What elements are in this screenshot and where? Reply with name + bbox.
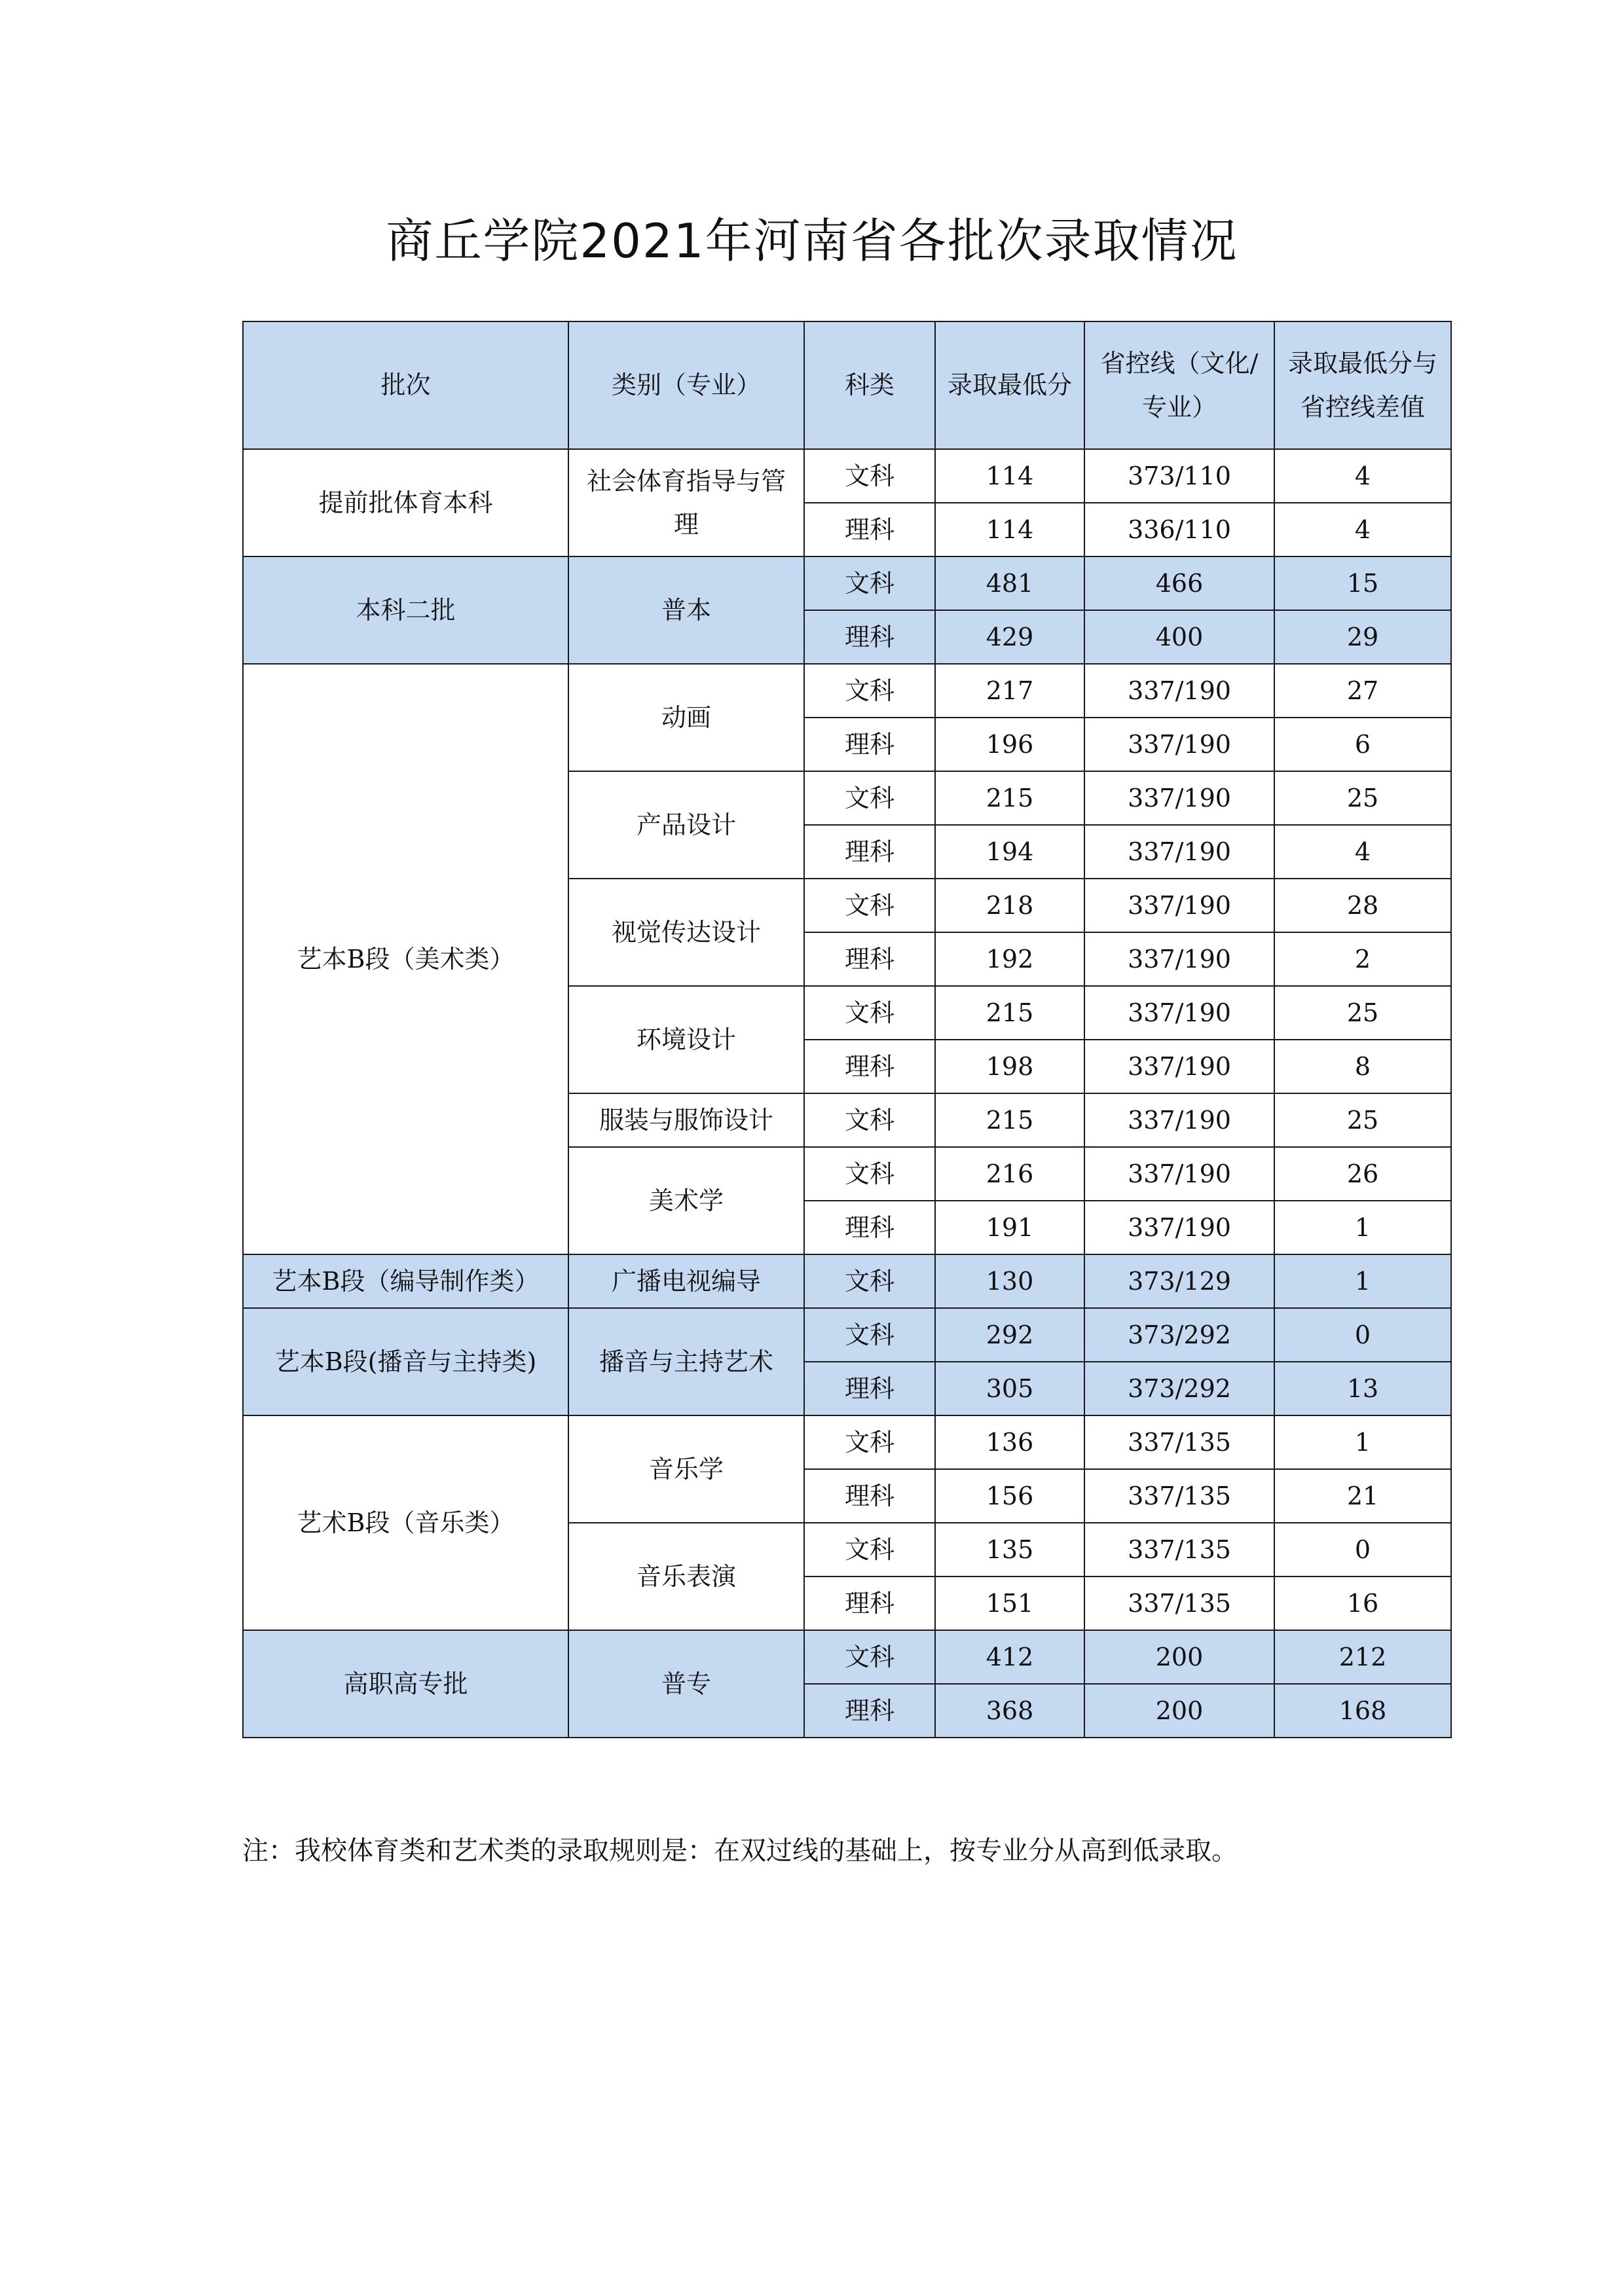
min-score-cell: 215 bbox=[935, 771, 1084, 825]
min-score-cell: 198 bbox=[935, 1040, 1084, 1093]
table-row bbox=[243, 1308, 1451, 1362]
subject-cell: 理科 bbox=[804, 718, 935, 771]
header-batch: 批次 bbox=[243, 321, 568, 449]
control-line-cell: 200 bbox=[1084, 1684, 1274, 1738]
control-line-cell: 337/135 bbox=[1084, 1415, 1274, 1469]
difference-cell: 25 bbox=[1274, 986, 1451, 1040]
min-score-cell: 136 bbox=[935, 1415, 1084, 1469]
page-title: 商丘学院2021年河南省各批次录取情况 bbox=[386, 213, 1238, 268]
control-line-cell: 466 bbox=[1084, 556, 1274, 610]
category-cell: 服装与服饰设计 bbox=[568, 1093, 804, 1147]
subject-cell: 文科 bbox=[804, 1147, 935, 1201]
min-score-cell: 151 bbox=[935, 1576, 1084, 1630]
subject-cell: 理科 bbox=[804, 1469, 935, 1523]
control-line-cell: 337/135 bbox=[1084, 1576, 1274, 1630]
control-line-cell: 337/190 bbox=[1084, 718, 1274, 771]
subject-cell: 理科 bbox=[804, 610, 935, 664]
subject-cell: 文科 bbox=[804, 1308, 935, 1362]
subject-cell: 理科 bbox=[804, 1201, 935, 1254]
table-row bbox=[243, 1254, 1451, 1308]
subject-cell: 文科 bbox=[804, 1254, 935, 1308]
min-score-cell: 217 bbox=[935, 664, 1084, 718]
subject-cell: 文科 bbox=[804, 1630, 935, 1684]
difference-cell: 212 bbox=[1274, 1630, 1451, 1684]
control-line-cell: 337/135 bbox=[1084, 1523, 1274, 1576]
min-score-cell: 368 bbox=[935, 1684, 1084, 1738]
table-row bbox=[243, 1415, 1451, 1469]
header-category: 类别（专业） bbox=[568, 321, 804, 449]
category-cell: 普专 bbox=[568, 1630, 804, 1738]
min-score-cell: 412 bbox=[935, 1630, 1084, 1684]
batch-cell: 本科二批 bbox=[243, 556, 568, 664]
subject-cell: 文科 bbox=[804, 664, 935, 718]
difference-cell: 25 bbox=[1274, 771, 1451, 825]
control-line-cell: 337/190 bbox=[1084, 771, 1274, 825]
difference-cell: 28 bbox=[1274, 879, 1451, 932]
difference-cell: 4 bbox=[1274, 449, 1451, 503]
difference-cell: 29 bbox=[1274, 610, 1451, 664]
category-cell: 视觉传达设计 bbox=[568, 879, 804, 986]
category-cell: 广播电视编导 bbox=[568, 1254, 804, 1308]
category-cell: 播音与主持艺术 bbox=[568, 1308, 804, 1415]
control-line-cell: 373/292 bbox=[1084, 1362, 1274, 1415]
subject-cell: 文科 bbox=[804, 879, 935, 932]
control-line-cell: 373/129 bbox=[1084, 1254, 1274, 1308]
subject-cell: 理科 bbox=[804, 932, 935, 986]
batch-cell: 艺术B段（音乐类） bbox=[243, 1415, 568, 1630]
difference-cell: 0 bbox=[1274, 1308, 1451, 1362]
min-score-cell: 215 bbox=[935, 1093, 1084, 1147]
difference-cell: 4 bbox=[1274, 825, 1451, 879]
difference-cell: 26 bbox=[1274, 1147, 1451, 1201]
batch-cell: 高职高专批 bbox=[243, 1630, 568, 1738]
subject-cell: 理科 bbox=[804, 825, 935, 879]
subject-cell: 理科 bbox=[804, 1362, 935, 1415]
min-score-cell: 429 bbox=[935, 610, 1084, 664]
table-row bbox=[243, 449, 1451, 503]
subject-cell: 理科 bbox=[804, 1040, 935, 1093]
category-cell: 社会体育指导与管理 bbox=[568, 449, 804, 556]
subject-cell: 文科 bbox=[804, 556, 935, 610]
table-row bbox=[243, 664, 1451, 718]
difference-cell: 1 bbox=[1274, 1201, 1451, 1254]
table-header-row bbox=[243, 321, 1451, 449]
min-score-cell: 156 bbox=[935, 1469, 1084, 1523]
control-line-cell: 337/190 bbox=[1084, 1040, 1274, 1093]
min-score-cell: 192 bbox=[935, 932, 1084, 986]
control-line-cell: 337/190 bbox=[1084, 986, 1274, 1040]
control-line-cell: 337/190 bbox=[1084, 1201, 1274, 1254]
difference-cell: 25 bbox=[1274, 1093, 1451, 1147]
table-row bbox=[243, 1630, 1451, 1684]
difference-cell: 27 bbox=[1274, 664, 1451, 718]
subject-cell: 文科 bbox=[804, 1093, 935, 1147]
difference-cell: 6 bbox=[1274, 718, 1451, 771]
control-line-cell: 373/292 bbox=[1084, 1308, 1274, 1362]
difference-cell: 15 bbox=[1274, 556, 1451, 610]
control-line-cell: 337/190 bbox=[1084, 879, 1274, 932]
difference-cell: 16 bbox=[1274, 1576, 1451, 1630]
min-score-cell: 114 bbox=[935, 449, 1084, 503]
control-line-cell: 373/110 bbox=[1084, 449, 1274, 503]
control-line-cell: 337/135 bbox=[1084, 1469, 1274, 1523]
difference-cell: 1 bbox=[1274, 1415, 1451, 1469]
min-score-cell: 130 bbox=[935, 1254, 1084, 1308]
min-score-cell: 194 bbox=[935, 825, 1084, 879]
min-score-cell: 292 bbox=[935, 1308, 1084, 1362]
subject-cell: 理科 bbox=[804, 503, 935, 556]
subject-cell: 文科 bbox=[804, 449, 935, 503]
min-score-cell: 191 bbox=[935, 1201, 1084, 1254]
min-score-cell: 114 bbox=[935, 503, 1084, 556]
category-cell: 美术学 bbox=[568, 1147, 804, 1254]
difference-cell: 168 bbox=[1274, 1684, 1451, 1738]
subject-cell: 文科 bbox=[804, 1415, 935, 1469]
difference-cell: 8 bbox=[1274, 1040, 1451, 1093]
header-subject: 科类 bbox=[804, 321, 935, 449]
difference-cell: 1 bbox=[1274, 1254, 1451, 1308]
header-min-score: 录取最低分 bbox=[935, 321, 1084, 449]
header-control-line: 省控线（文化/专业） bbox=[1084, 321, 1274, 449]
control-line-cell: 337/190 bbox=[1084, 1147, 1274, 1201]
difference-cell: 0 bbox=[1274, 1523, 1451, 1576]
category-cell: 动画 bbox=[568, 664, 804, 771]
category-cell: 音乐表演 bbox=[568, 1523, 804, 1630]
min-score-cell: 216 bbox=[935, 1147, 1084, 1201]
subject-cell: 文科 bbox=[804, 771, 935, 825]
subject-cell: 理科 bbox=[804, 1684, 935, 1738]
batch-cell: 提前批体育本科 bbox=[243, 449, 568, 556]
min-score-cell: 305 bbox=[935, 1362, 1084, 1415]
control-line-cell: 337/190 bbox=[1084, 932, 1274, 986]
category-cell: 音乐学 bbox=[568, 1415, 804, 1523]
footnote: 注：我校体育类和艺术类的录取规则是：在双过线的基础上，按专业分从高到低录取。 bbox=[242, 1836, 1238, 1866]
category-cell: 产品设计 bbox=[568, 771, 804, 879]
control-line-cell: 337/190 bbox=[1084, 664, 1274, 718]
batch-cell: 艺本B段(播音与主持类) bbox=[243, 1308, 568, 1415]
control-line-cell: 336/110 bbox=[1084, 503, 1274, 556]
min-score-cell: 218 bbox=[935, 879, 1084, 932]
control-line-cell: 337/190 bbox=[1084, 1093, 1274, 1147]
difference-cell: 21 bbox=[1274, 1469, 1451, 1523]
control-line-cell: 200 bbox=[1084, 1630, 1274, 1684]
control-line-cell: 337/190 bbox=[1084, 825, 1274, 879]
category-cell: 普本 bbox=[568, 556, 804, 664]
min-score-cell: 135 bbox=[935, 1523, 1084, 1576]
difference-cell: 13 bbox=[1274, 1362, 1451, 1415]
admission-table bbox=[242, 321, 1452, 1738]
min-score-cell: 481 bbox=[935, 556, 1084, 610]
min-score-cell: 215 bbox=[935, 986, 1084, 1040]
control-line-cell: 400 bbox=[1084, 610, 1274, 664]
subject-cell: 理科 bbox=[804, 1576, 935, 1630]
difference-cell: 2 bbox=[1274, 932, 1451, 986]
header-difference: 录取最低分与省控线差值 bbox=[1274, 321, 1451, 449]
category-cell: 环境设计 bbox=[568, 986, 804, 1093]
batch-cell: 艺本B段（美术类） bbox=[243, 664, 568, 1254]
difference-cell: 4 bbox=[1274, 503, 1451, 556]
subject-cell: 文科 bbox=[804, 986, 935, 1040]
subject-cell: 文科 bbox=[804, 1523, 935, 1576]
batch-cell: 艺本B段（编导制作类） bbox=[243, 1254, 568, 1308]
table-row bbox=[243, 556, 1451, 610]
min-score-cell: 196 bbox=[935, 718, 1084, 771]
